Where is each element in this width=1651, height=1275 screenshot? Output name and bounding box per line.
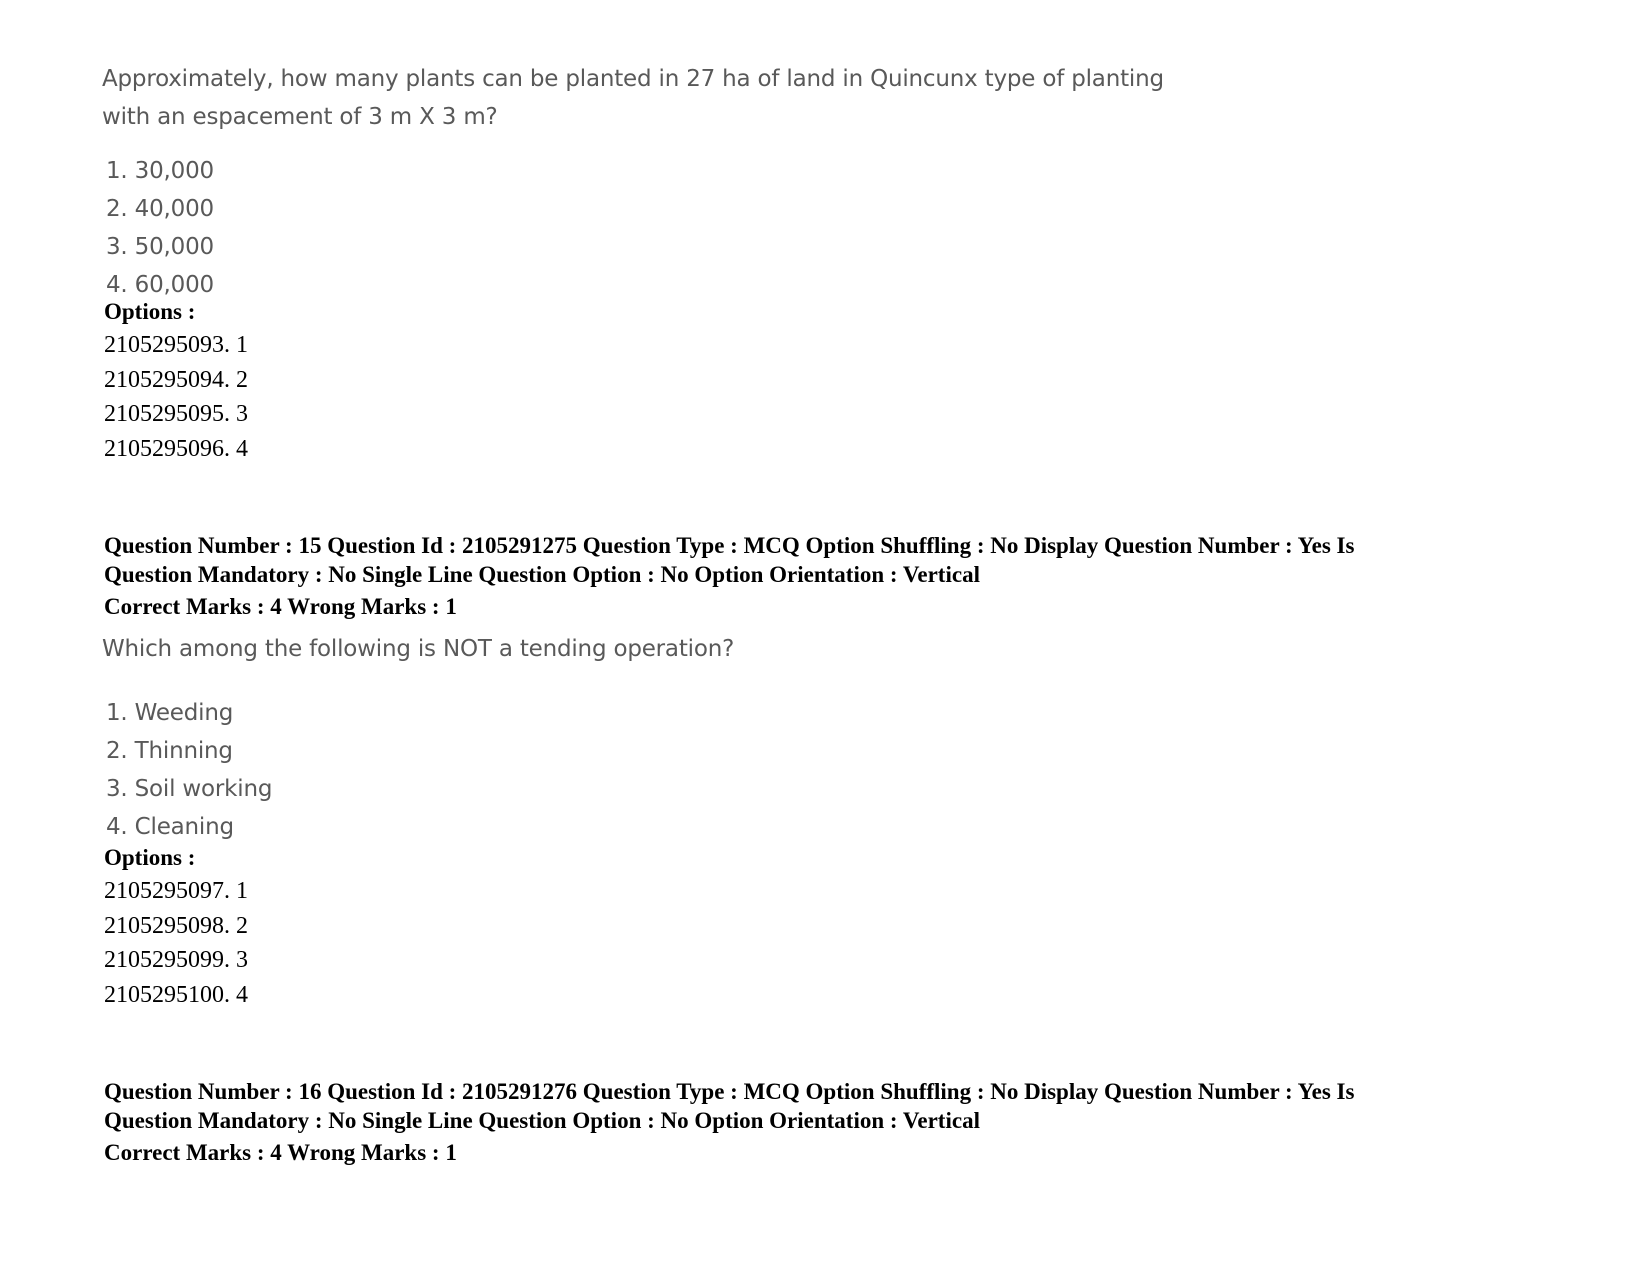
option-id-3: 2105295099. 3	[104, 947, 248, 973]
option-id-4: 2105295100. 4	[104, 981, 248, 1008]
choice-1: 1. 30,000	[106, 158, 214, 184]
question-15-meta-line-2: Question Mandatory : No Single Line Question Option : No Option Orientation : Vertical	[104, 561, 980, 587]
option-id-3: 2105295095. 3	[104, 401, 248, 427]
question-14-line-2: with an espacement of 3 m X 3 m?	[102, 104, 498, 130]
question-16-marks: Correct Marks : 4 Wrong Marks : 1	[104, 1140, 457, 1165]
choice-2: 2. Thinning	[106, 738, 233, 764]
choice-2: 2. 40,000	[106, 196, 214, 222]
question-15-options-label: Options :	[104, 845, 196, 870]
choice-4: 4. Cleaning	[106, 814, 234, 840]
question-14-options-label: Options :	[104, 299, 196, 324]
question-14-choices	[100, 152, 214, 304]
question-15-choices	[100, 694, 272, 846]
option-id-2: 2105295094. 2	[104, 366, 248, 393]
option-id-4: 2105295096. 4	[104, 435, 248, 462]
question-15-options	[104, 874, 248, 1012]
choice-3: 3. Soil working	[106, 776, 273, 802]
question-16-meta-line-2: Question Mandatory : No Single Line Question Option : No Option Orientation : Vertical	[104, 1107, 980, 1133]
question-15-metadata	[104, 532, 1524, 589]
option-id-1: 2105295097. 1	[104, 878, 248, 904]
choice-3: 3. 50,000	[106, 234, 214, 260]
choice-1: 1. Weeding	[106, 700, 234, 726]
option-id-2: 2105295098. 2	[104, 912, 248, 939]
question-14-text	[102, 60, 1164, 136]
question-14-options	[104, 328, 248, 466]
question-15-text: Which among the following is NOT a tending operation?	[102, 636, 735, 662]
choice-4: 4. 60,000	[106, 272, 214, 298]
question-16-meta-line-1: Question Number : 16 Question Id : 2105291276 Question Type : MCQ Option Shuffling : No Display Question Number : Yes Is	[104, 1079, 1355, 1104]
question-15-marks: Correct Marks : 4 Wrong Marks : 1	[104, 594, 457, 619]
option-id-1: 2105295093. 1	[104, 332, 248, 358]
question-15-meta-line-1: Question Number : 15 Question Id : 2105291275 Question Type : MCQ Option Shuffling : No Display Question Number : Yes Is	[104, 533, 1355, 558]
question-14-line-1: Approximately, how many plants can be planted in 27 ha of land in Quincunx type of planting	[102, 66, 1164, 92]
question-16-metadata	[104, 1078, 1524, 1135]
